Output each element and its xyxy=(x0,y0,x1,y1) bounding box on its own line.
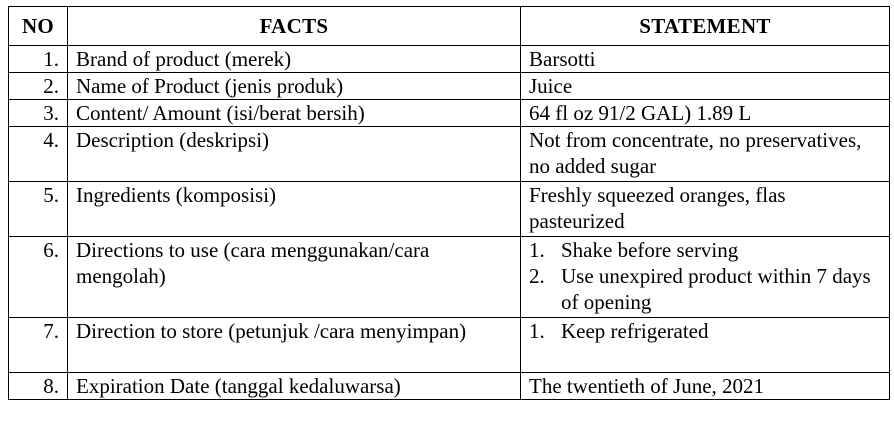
list-item xyxy=(529,237,881,263)
list-item xyxy=(529,263,881,315)
list-item-text: Use unexpired product within 7 days of opening xyxy=(561,264,871,314)
statement-cell: The twentieth of June, 2021 xyxy=(521,373,890,400)
row-number: 1. xyxy=(9,46,68,73)
statement-cell xyxy=(521,318,890,373)
row-number: 3. xyxy=(9,100,68,127)
table-row xyxy=(9,237,890,318)
row-number: 2. xyxy=(9,73,68,100)
table-row xyxy=(9,373,890,400)
statement-cell: Juice xyxy=(521,73,890,100)
statement-cell: Freshly squeezed oranges, flas pasteurized xyxy=(521,182,890,237)
table-row xyxy=(9,46,890,73)
table-row xyxy=(9,100,890,127)
statement-cell: Not from concentrate, no preservatives, no added sugar xyxy=(521,127,890,182)
fact-cell: Expiration Date (tanggal kedaluwarsa) xyxy=(68,373,521,400)
header-statement: STATEMENT xyxy=(521,7,890,46)
fact-cell: Direction to store (petunjuk /cara menyimpan) xyxy=(68,318,521,373)
row-number: 8. xyxy=(9,373,68,400)
list-item-number: 1. xyxy=(529,319,545,343)
fact-cell: Name of Product (jenis produk) xyxy=(68,73,521,100)
row-number: 7. xyxy=(9,318,68,373)
statement-cell xyxy=(521,237,890,318)
list-item xyxy=(529,318,881,344)
list-item-number: 1. xyxy=(529,238,545,262)
fact-cell: Directions to use (cara menggunakan/cara mengolah) xyxy=(68,237,521,318)
fact-cell: Ingredients (komposisi) xyxy=(68,182,521,237)
statement-list xyxy=(529,237,881,315)
fact-cell: Brand of product (merek) xyxy=(68,46,521,73)
statement-list xyxy=(529,318,881,344)
table-header-row xyxy=(9,7,890,46)
fact-cell: Description (deskripsi) xyxy=(68,127,521,182)
table-row xyxy=(9,182,890,237)
fact-cell: Content/ Amount (isi/berat bersih) xyxy=(68,100,521,127)
list-item-number: 2. xyxy=(529,264,545,288)
list-item-text: Shake before serving xyxy=(561,238,739,262)
table-row xyxy=(9,127,890,182)
table-row xyxy=(9,73,890,100)
product-facts-table xyxy=(8,6,890,400)
row-number: 6. xyxy=(9,237,68,318)
header-facts: FACTS xyxy=(68,7,521,46)
row-number: 5. xyxy=(9,182,68,237)
statement-cell: Barsotti xyxy=(521,46,890,73)
row-number: 4. xyxy=(9,127,68,182)
statement-cell: 64 fl oz 91/2 GAL) 1.89 L xyxy=(521,100,890,127)
table-row xyxy=(9,318,890,373)
header-no: NO xyxy=(9,7,68,46)
list-item-text: Keep refrigerated xyxy=(561,319,709,343)
